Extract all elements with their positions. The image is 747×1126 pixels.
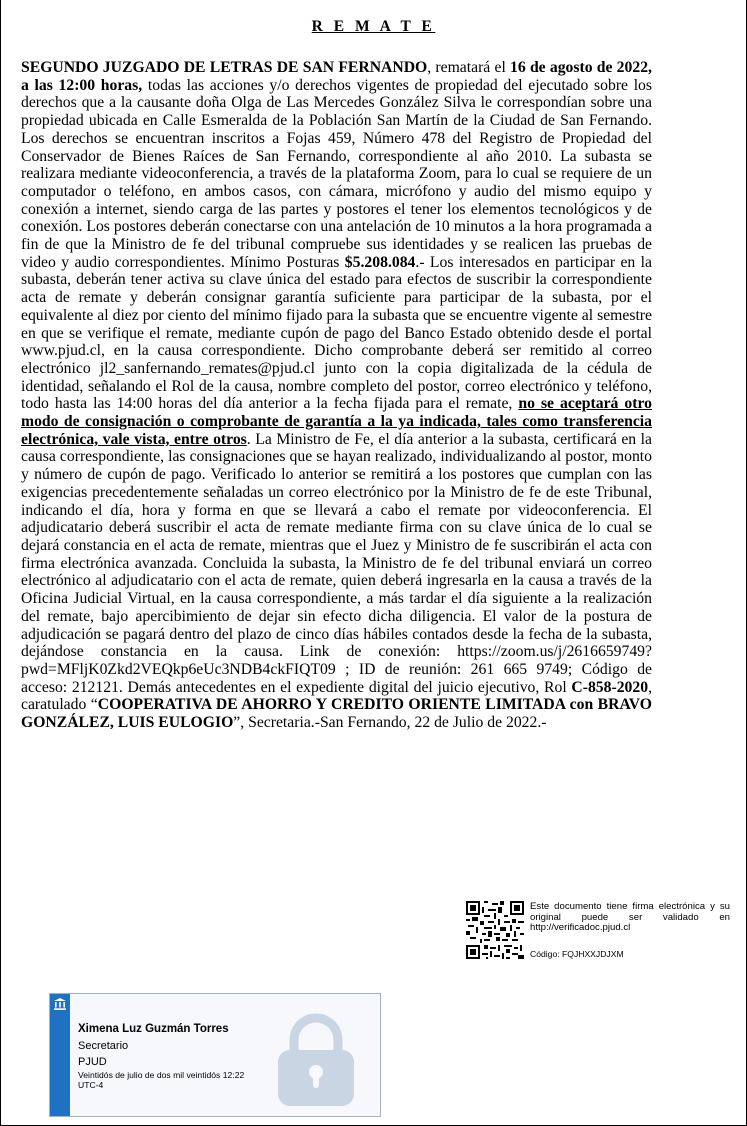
case-rol: C-858-2020 xyxy=(571,678,649,696)
signer-organization: PJUD xyxy=(78,1056,107,1068)
consignment-warning: no se aceptará otro modo de consignación o comprobante de garantía a la ya indicada, tales como transferencia electrónica, vale vista, entre otros xyxy=(21,395,652,448)
electronic-signature-box xyxy=(49,993,381,1117)
body-text-5: , caratulado “ xyxy=(21,678,652,714)
signer-role: Secretario xyxy=(78,1040,129,1052)
signer-name: Ximena Luz Guzmán Torres xyxy=(78,1023,229,1035)
case-caption: COOPERATIVA DE AHORRO Y CREDITO ORIENTE LIMITADA con BRAVO GONZÁLEZ, LUIS EULOGIO xyxy=(21,696,652,732)
body-text-4: . La Ministro de Fe, el día anterior a la subasta, certificará en la causa correspondiente, las consignaciones que se hayan realizado, individualizando al postor, monto y número de cupón de pago. Verificado lo anterior se remitirá a los postores que cumplan con las exigencias precedentemente señaladas un correo electrónico por la Ministro de fe de este Tribunal, indicando el día, hora y forma en que se llevará a cabo el remate por videoconferencia. El adjudicatario deberá suscribir el acta de remate mediante firma con su clave única de lo cual se dejará constancia en el acta de remate, mientras que el Juez y Ministro de fe suscribirán el acta con firma electrónica avanzada. Concluida la subasta, la Ministro de fe del tribunal enviará un correo electrónico al adjudicatario con el acta de remate, quien deberá ingresarla en la causa a través de la Oficina Judicial Virtual, en la causa correspondiente, a más tardar el día siguiente a la realización del remate, bajo apercibimiento de dejar sin efecto dicha diligencia. El valor de la postura de adjudicación se pagará dentro del plazo de cinco días hábiles contados desde la fecha de la subasta, dejándose constancia en la causa. Link de conexión: https://zoom.us/j/2616659749?pwd=MFljK0Zkd2VEQkp6eUc3NDB4ckFIQT09 ; ID de reunión: 261 665 9749; Código de acceso: 212121. Demás antecedentes en el expediente digital del juicio ejecutivo, Rol xyxy=(21,430,652,696)
body-text-3: .- Los interesados en participar en la subasta, deberán tener activa su clave única del estado para efectos de suscribir la correspondiente acta de remate y deberán consignar garantía suficiente para participar de la subasta, por el equivalente al diez por ciento del mínimo fijado para la subasta que se encuentre vigente al semestre en que se verifique el remate, mediante cupón de pago del Banco Estado obtenido desde el portal www.pjud.cl, en la causa correspondiente. Dicho comprobante deberá ser remitido al correo electrónico jl2_sanfernando_remates@pjud.cl junto con la copia digitalizada de la cédula de identidad, señalando el Rol de la causa, nombre completo del postor, correo electrónico y teléfono, todo hasta las 14:00 horas del día anterior a la fecha fijada para el remate, xyxy=(21,253,652,413)
lock-watermark-icon xyxy=(268,1008,364,1108)
qr-code-icon xyxy=(466,901,524,959)
body-text-6: ”, Secretaria.-San Fernando, 22 de Julio de 2022.- xyxy=(233,714,547,732)
auction-date: 16 de agosto de 2022, a las 12:00 horas, xyxy=(21,59,652,94)
signature-side-bar xyxy=(50,994,70,1116)
minimum-bid-amount: $5.208.084 xyxy=(344,253,416,271)
auction-notice-body xyxy=(21,59,652,732)
court-name: SEGUNDO JUZGADO DE LETRAS DE SAN FERNANDO xyxy=(21,59,428,76)
institution-icon xyxy=(53,997,67,1011)
verification-code: Código: FQJHXXJDJXM xyxy=(530,949,624,959)
body-text-2: todas las acciones y/o derechos vigentes de propiedad del ejecutado sobre los derechos que a la causante doña Olga de Las Mercedes González Silva le correspondían sobre una propiedad ubicada en Calle Esmeralda de la Población San Martín de la Ciudad de San Fernando. Los derechos se encuentran inscritos a Fojas 459, Número 478 del Registro de Propiedad del Conservador de Bienes Raíces de San Fernando, correspondiente al año 2010. La subasta se realizara mediante videoconferencia, a través de la plataforma Zoom, para lo cual se requiere de un computador o teléfono, en ambos casos, con cámara, micrófono y audio del mismo equipo y conexión a internet, siendo carga de las partes y postores el tener los elementos tecnológicos y de conexión. Los postores deberán conectarse con una antelación de 10 minutos a la hora programada a fin de que la Ministro de fe del tribunal compruebe sus identidades y se realicen las pruebas de video y audio correspondientes. Mínimo Posturas xyxy=(21,76,653,271)
document-title: R E M A T E xyxy=(311,18,436,35)
signature-date: Veintidós de julio de dos mil veintidós 12:22 UTC-4 xyxy=(78,1070,245,1090)
verification-text: Este documento tiene firma electrónica y su original puede ser validado en http://verificadoc.pjud.cl xyxy=(530,901,730,934)
verification-block xyxy=(466,901,731,961)
body-text-1: , rematará el xyxy=(427,59,511,76)
